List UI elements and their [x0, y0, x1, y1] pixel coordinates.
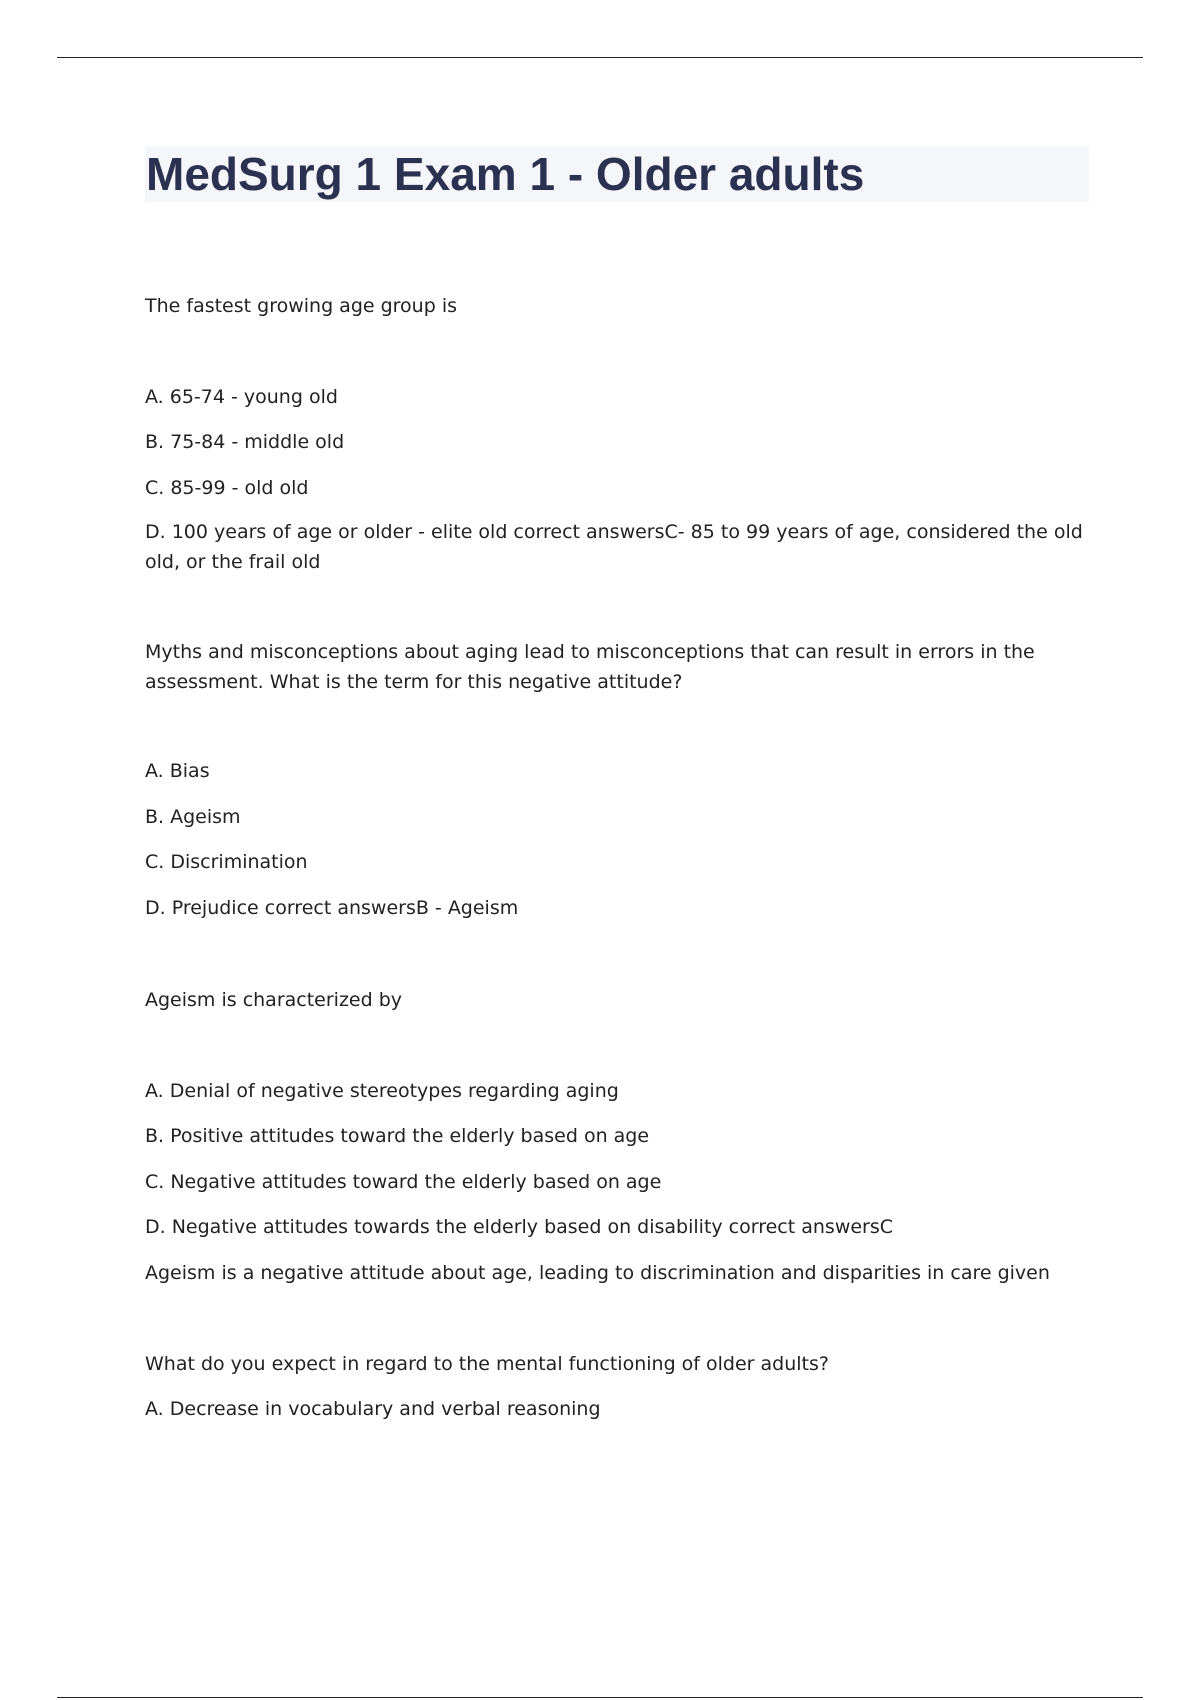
answer-option: A. Decrease in vocabulary and verbal reasoning — [145, 1398, 601, 1420]
top-rule — [57, 57, 1143, 58]
question-prompt: The fastest growing age group is — [145, 295, 458, 317]
answer-option: B. Positive attitudes toward the elderly based on age — [145, 1125, 650, 1147]
question-prompt: Ageism is characterized by — [145, 989, 403, 1011]
answer-option: D. Prejudice correct answersB - Ageism — [145, 897, 519, 919]
answer-option: C. Negative attitudes toward the elderly based on age — [145, 1171, 662, 1193]
answer-option: B. Ageism — [145, 806, 241, 828]
answer-option: D. 100 years of age or older - elite old correct answersC- 85 to 99 years of age, considered the old old, or the frail old — [145, 521, 1083, 573]
answer-option: C. 85-99 - old old — [145, 477, 309, 499]
answer-option: A. 65-74 - young old — [145, 386, 338, 408]
answer-option: D. Negative attitudes towards the elderly based on disability correct answersC — [145, 1216, 894, 1238]
answer-explanation: Ageism is a negative attitude about age, leading to discrimination and disparities in care given — [145, 1262, 1050, 1284]
question-prompt: What do you expect in regard to the mental functioning of older adults? — [145, 1353, 829, 1375]
answer-option: C. Discrimination — [145, 851, 308, 873]
question-prompt: Myths and misconceptions about aging lead to misconceptions that can result in errors in the assessment. What is the term for this negative attitude? — [145, 641, 1035, 693]
answer-option: A. Bias — [145, 760, 210, 782]
answer-option: A. Denial of negative stereotypes regarding aging — [145, 1080, 619, 1102]
document-title: MedSurg 1 Exam 1 - Older adults — [146, 148, 865, 200]
answer-option: B. 75-84 - middle old — [145, 431, 345, 453]
bottom-rule — [57, 1697, 1143, 1698]
